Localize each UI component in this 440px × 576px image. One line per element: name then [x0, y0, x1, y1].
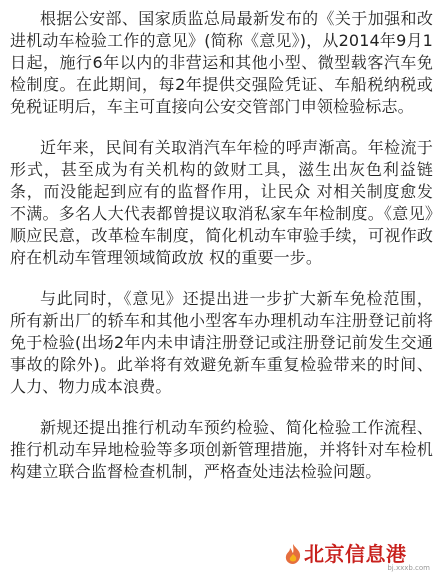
flame-logo-icon — [280, 542, 306, 566]
paragraph-4: 新规还提出推行机动车预约检验、简化检验工作流程、推行机动车异地检验等多项创新管理措施，并将针对车检机构建立联合监督检查机制，严格查处违法检验问题。 — [10, 418, 433, 481]
watermark-text: 北京信息港 — [304, 542, 407, 566]
article-body — [10, 8, 433, 502]
watermark-url: bj.xxxb.com — [387, 564, 430, 572]
paragraph-3: 与此同时，《意见》还提出进一步扩大新车免检范围，所有新出厂的轿车和其他小型客车办理机动车注册登记前将免于检验(出场2年内未申请注册登记或注册登记前发生交通事故的除外)。此举将有效避免新车重复检验带来的时间、人力、物力成本浪费。 — [10, 289, 433, 396]
watermark — [274, 536, 434, 572]
paragraph-2: 近年来，民间有关取消汽车年检的呼声渐高。年检流于形式，甚至成为有关机构的敛财工具，滋生出灰色利益链条，而没能起到应有的监督作用，让民众 对相关制度愈发不满。多名人大代表都曾提议取消私家车年检制度。《意见》顺应民意，改革检车制度，简化机动车审验手续，可视作政府在机动车管理领域简政放 权的重要一步。 — [10, 138, 433, 267]
paragraph-1: 根据公安部、国家质监总局最新发布的《关于加强和改进机动车检验工作的意见》(简称《意见》)，从2014年9月1日起，施行6年以内的非营运和其他小型、微型载客汽车免检制度。在此期间，每2年提供交强险凭证、车船税纳税或免税证明后，车主可直接向公安交管部门申领检验标志。 — [10, 9, 433, 116]
